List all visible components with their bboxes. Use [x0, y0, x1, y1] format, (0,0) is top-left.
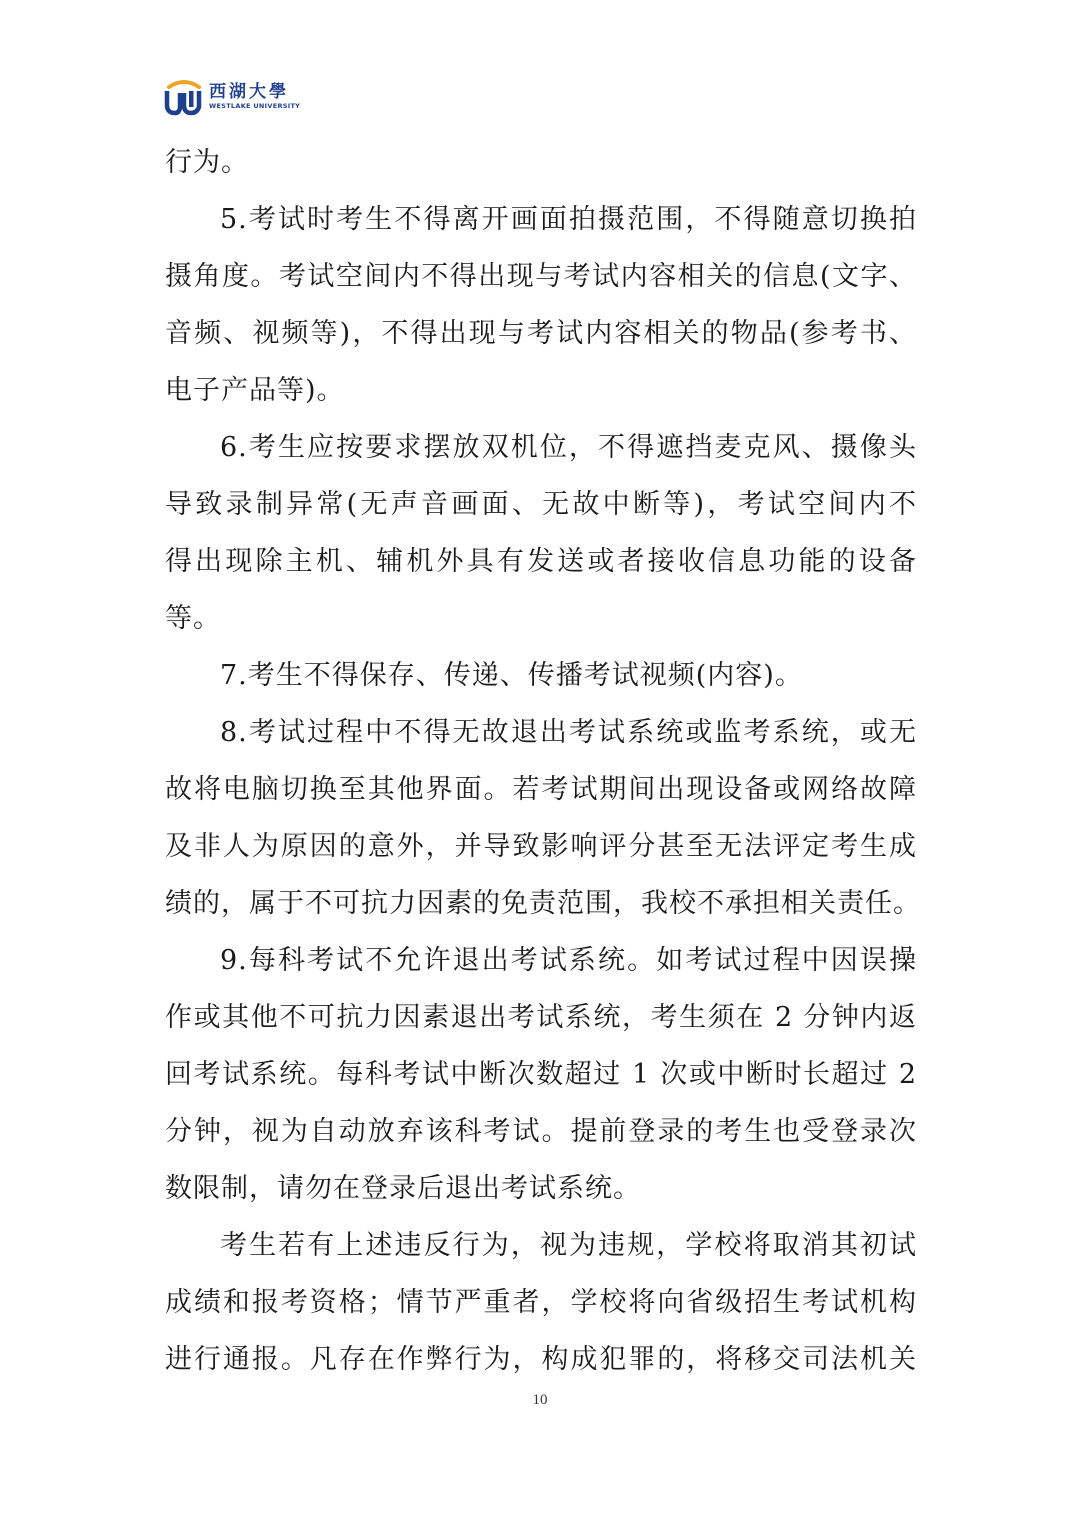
logo-chinese-name: 西湖大學	[209, 81, 289, 102]
text-line: 作或其他不可抗力因素退出考试系统，考生须在 2 分钟内返	[165, 1002, 917, 1033]
text-line: 成绩和报考资格；情节严重者，学校将向省级招生考试机构	[165, 1287, 917, 1318]
text-line: 绩的，属于不可抗力因素的免责范围，我校不承担相关责任。	[165, 888, 921, 919]
text-line: 分钟，视为自动放弃该科考试。提前登录的考生也受登录次	[165, 1116, 917, 1147]
text-line: 行为。	[165, 147, 249, 178]
text-line: 摄角度。考试空间内不得出现与考试内容相关的信息(文字、	[165, 261, 917, 292]
document-body	[165, 134, 921, 1388]
text-line: 及非人为原因的意外，并导致影响评分甚至无法评定考生成	[165, 831, 917, 862]
text-line: 考生若有上述违反行为，视为违规，学校将取消其初试	[220, 1230, 917, 1261]
text-line: 5.考试时考生不得离开画面拍摄范围，不得随意切换拍	[220, 204, 917, 235]
text-line: 进行通报。凡存在作弊行为，构成犯罪的，将移交司法机关	[165, 1344, 917, 1375]
text-line: 7.考生不得保存、传递、传播考试视频(内容)。	[220, 660, 803, 691]
text-line: 导致录制异常(无声音画面、无故中断等)，考试空间内不	[165, 489, 917, 520]
text-line: 6.考生应按要求摆放双机位，不得遮挡麦克风、摄像头	[220, 432, 917, 463]
text-line: 等。	[165, 603, 221, 634]
logo-english-name: WESTLAKE UNIVERSITY	[209, 101, 301, 110]
text-line: 电子产品等)。	[165, 375, 345, 406]
text-line: 音频、视频等)，不得出现与考试内容相关的物品(参考书、	[165, 318, 917, 349]
text-line: 8.考试过程中不得无故退出考试系统或监考系统，或无	[220, 717, 917, 748]
text-line: 数限制，请勿在登录后退出考试系统。	[165, 1173, 641, 1204]
page-number: 10	[532, 1392, 548, 1408]
text-line: 得出现除主机、辅机外具有发送或者接收信息功能的设备	[165, 546, 917, 577]
text-line: 回考试系统。每科考试中断次数超过 1 次或中断时长超过 2	[165, 1059, 917, 1090]
westlake-logo-icon	[163, 75, 205, 117]
header-logo	[163, 74, 300, 118]
text-line: 故将电脑切换至其他界面。若考试期间出现设备或网络故障	[165, 774, 917, 805]
text-line: 9.每科考试不允许退出考试系统。如考试过程中因误操	[220, 945, 917, 976]
